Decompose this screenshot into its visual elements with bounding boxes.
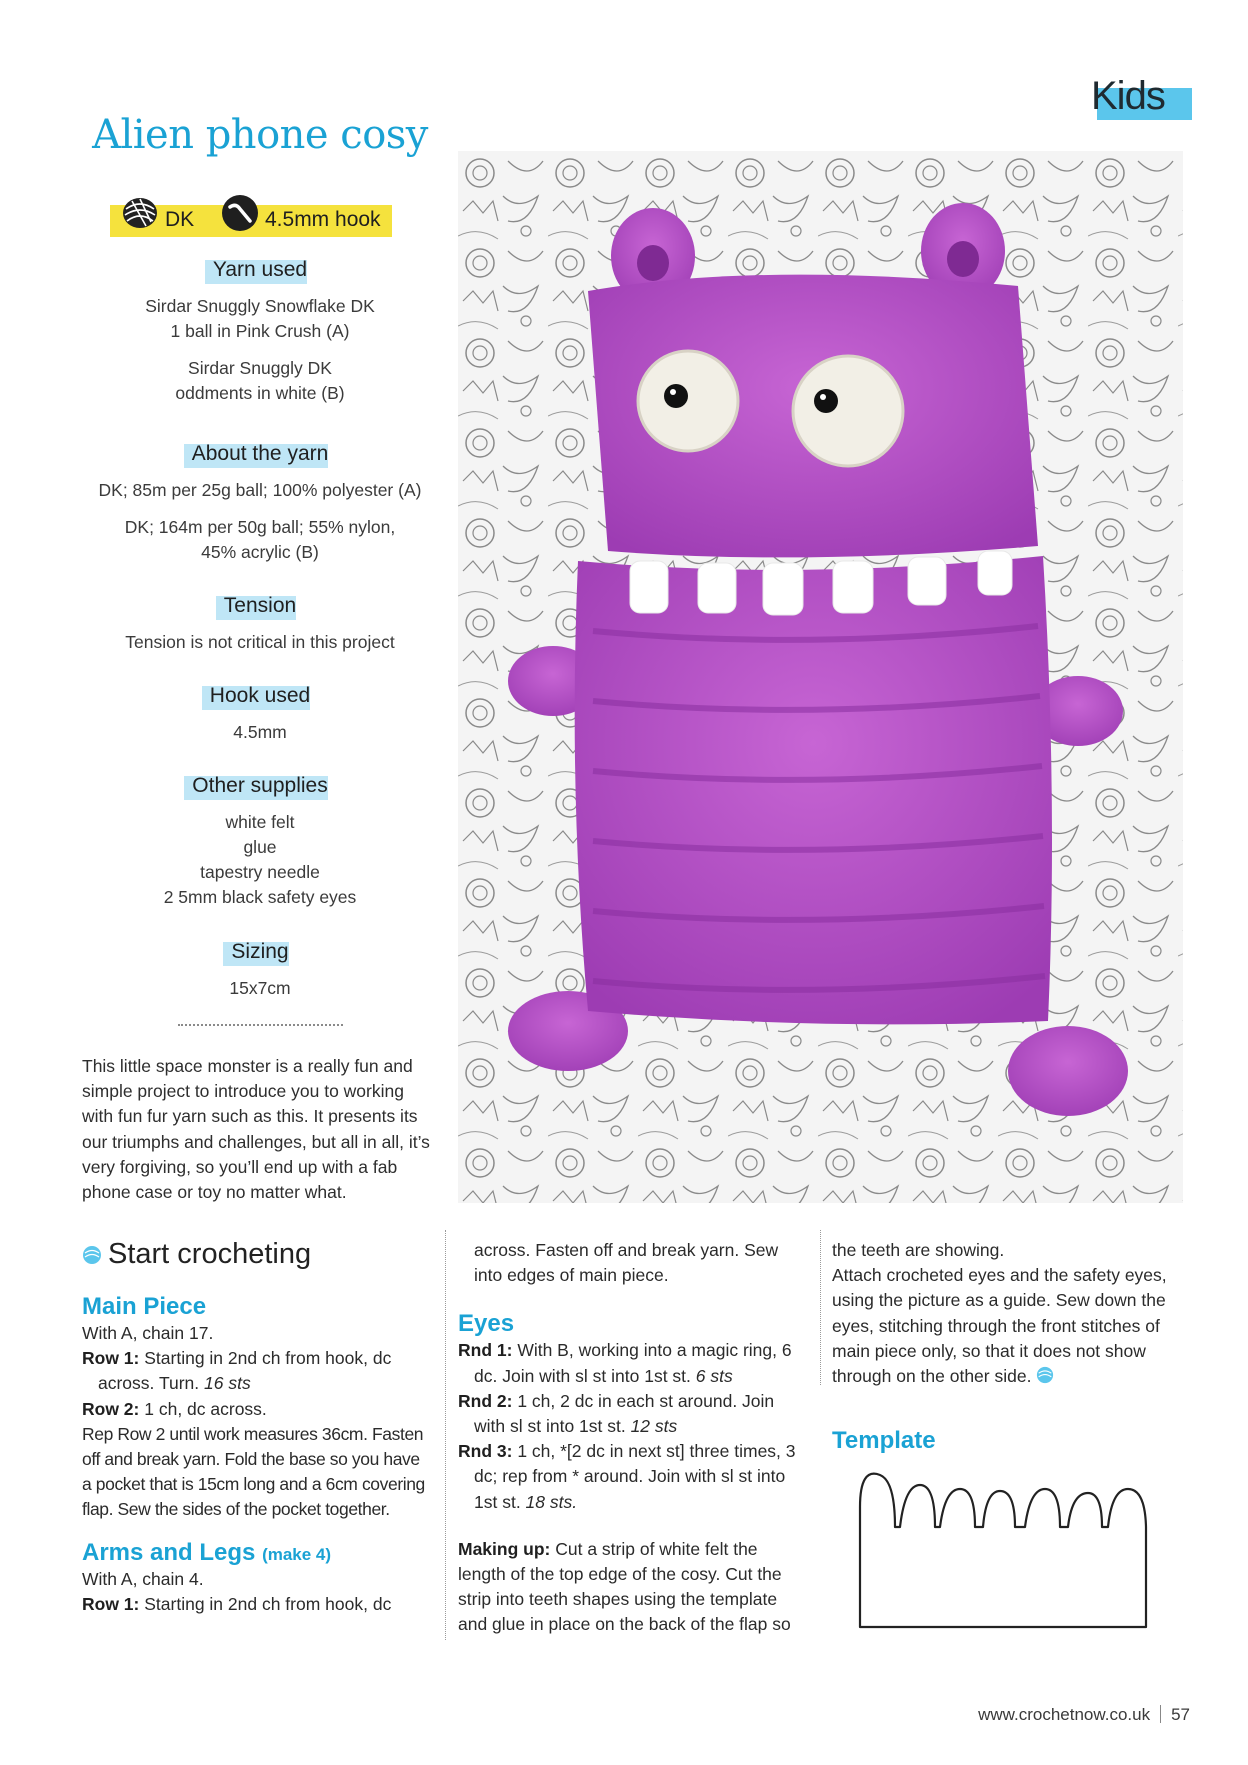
teeth-template-diagram [850, 1467, 1160, 1637]
instruction-row [82, 1397, 432, 1422]
making-up-label: Making up: [458, 1538, 551, 1559]
supply-item: white felt [225, 812, 295, 832]
needs-band [110, 195, 400, 235]
monster-photo [458, 151, 1183, 1203]
instructions-column-3 [832, 1238, 1192, 1642]
website-url: www.crochetnow.co.uk [978, 1705, 1151, 1724]
hook-size: 4.5mm hook [265, 208, 381, 231]
start-heading [82, 1238, 432, 1271]
stitch-count: 12 sts [630, 1416, 678, 1437]
arms-legs-title: Arms and Legs [82, 1538, 256, 1566]
other-supplies-section [80, 774, 440, 910]
intro-paragraph: This little space monster is a really fun and simple project to introduce you to working with fun fur yarn such as this. It presents its our triumphs and challenges, but all in all, it’s very forgiving, so you’ll end up with a fab phone case or toy no matter what. [82, 1056, 430, 1203]
page-title: Alien phone cosy [92, 112, 428, 158]
column-divider [445, 1230, 446, 1640]
row-text: Starting in 2nd ch from hook, dc across. Turn. [98, 1348, 392, 1394]
eyes-heading: Eyes [458, 1310, 515, 1338]
page-number: 57 [1171, 1705, 1190, 1724]
instruction-row [82, 1592, 432, 1617]
round-label: Rnd 1: [458, 1340, 513, 1361]
round-label: Rnd 3: [458, 1441, 513, 1462]
column-divider [820, 1230, 821, 1385]
hook-used-heading: Hook used [206, 684, 314, 708]
arms-legs-heading [82, 1539, 432, 1567]
row-text: 1 ch, dc across. [139, 1398, 267, 1419]
yarn-line: Sirdar Snuggly Snowflake DK [145, 296, 375, 316]
row-label: Row 2: [82, 1398, 140, 1419]
arms-legs-continued: across. Fasten off and break yarn. Sew into edges of main piece. [474, 1240, 779, 1286]
yarn-ball-icon [120, 195, 160, 231]
start-heading-label: Start crocheting [108, 1238, 312, 1270]
main-piece-text [82, 1321, 432, 1523]
instruction-row [458, 1338, 808, 1388]
about-yarn-section [80, 442, 440, 565]
sizing-section [80, 940, 440, 1001]
instructions-column-1 [82, 1238, 432, 1617]
instructions-column-2 [458, 1238, 808, 1638]
other-supplies-heading: Other supplies [188, 774, 331, 798]
tension-section [80, 594, 440, 655]
making-up-body: Attach crocheted eyes and the safety eyes, using the picture as a guide. Sew down the eyes, stitching through the front stitches of main piece only, so that it does not show through on the other side. [832, 1265, 1167, 1387]
crochet-hook-icon [220, 193, 260, 233]
page-footer [978, 1705, 1190, 1725]
row-label: Row 1: [82, 1593, 140, 1614]
instruction-row [458, 1389, 808, 1439]
yarn-used-section [80, 258, 440, 406]
yarn-line: 1 ball in Pink Crush (A) [170, 321, 350, 341]
about-yarn-heading: About the yarn [188, 442, 333, 466]
supply-item: 2 5mm black safety eyes [163, 887, 357, 907]
about-yarn-line: DK; 164m per 50g ball; 55% nylon, [124, 517, 396, 537]
round-text: 1 ch, 2 dc in each st around. Join with sl st into 1st st. [474, 1390, 775, 1437]
tension-text: Tension is not critical in this project [125, 632, 395, 652]
sizing-text: 15x7cm [229, 978, 291, 998]
round-text: 1 ch, *[2 dc in next st] three times, 3 dc; rep from * around. Join with sl st into 1st st. [474, 1441, 796, 1512]
sizing-heading: Sizing [227, 940, 292, 964]
hook-used-text: 4.5mm [233, 722, 287, 742]
instruction-line: Rep Row 2 until work measures 36cm. Fasten off and break yarn. Fold the base so you have a pocket that is 15cm long and a 6cm covering flap. Sew the sides of the pocket together. [82, 1423, 425, 1520]
instruction-line: With A, chain 4. [82, 1568, 204, 1589]
yarn-line: oddments in white (B) [175, 383, 345, 403]
main-piece-heading: Main Piece [82, 1293, 207, 1320]
yarn-ball-icon [82, 1245, 102, 1265]
stitch-count: 6 sts [695, 1365, 733, 1386]
yarn-used-heading: Yarn used [209, 258, 311, 282]
section-tag [1091, 76, 1186, 116]
yarn-line: Sirdar Snuggly DK [188, 358, 332, 378]
round-label: Rnd 2: [458, 1390, 513, 1411]
instruction-row [458, 1439, 808, 1515]
about-yarn-line: 45% acrylic (B) [201, 542, 319, 562]
yarn-weight: DK [165, 208, 195, 231]
instruction-line: With A, chain 17. [82, 1323, 214, 1343]
row-text: Starting in 2nd ch from hook, dc [139, 1593, 392, 1614]
making-up-continued: the teeth are showing. [832, 1240, 1005, 1260]
tension-heading: Tension [220, 594, 300, 618]
making-up-continued [832, 1263, 1192, 1389]
divider [178, 1024, 343, 1026]
hook-used-section [80, 684, 440, 745]
about-yarn-line: DK; 85m per 25g ball; 100% polyester (A) [98, 480, 422, 500]
row-label: Row 1: [82, 1348, 140, 1369]
end-mark-icon [1036, 1366, 1054, 1384]
supply-item: tapestry needle [200, 862, 320, 882]
stitch-count: 18 sts. [525, 1491, 578, 1512]
round-text: With B, working into a magic ring, 6 dc. Join with sl st into 1st st. [474, 1340, 792, 1386]
stitch-count: 16 sts [204, 1373, 251, 1394]
making-up-body: Cut a strip of white felt the length of the top edge of the cosy. Cut the strip into teeth shapes using the template and glue in place on the back of the flap so [458, 1538, 791, 1635]
template-heading: Template [832, 1427, 936, 1455]
instruction-row [82, 1346, 432, 1396]
making-up-text [458, 1537, 808, 1638]
section-tag-label: Kids [1091, 74, 1165, 118]
supply-item: glue [243, 837, 277, 857]
arms-legs-qty: (make 4) [262, 1544, 332, 1564]
